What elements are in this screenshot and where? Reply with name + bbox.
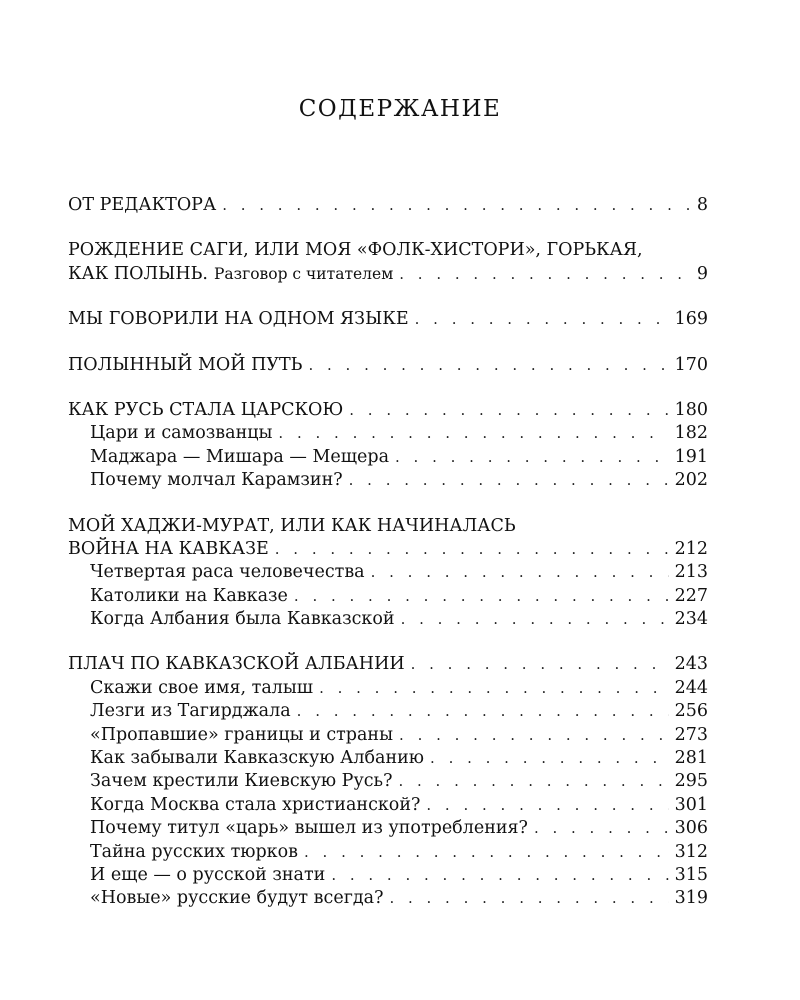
page-number: 227 [674,585,708,606]
subentry-title: Как забывали Кавказскую Албанию [90,748,425,769]
toc-subentry [68,794,708,817]
page-number: 169 [674,309,708,330]
page-number: 213 [674,562,708,583]
dot-leader [415,308,669,331]
dot-leader [222,194,691,217]
section-heading: ПЛАЧ ПО КАВКАЗСКОЙ АЛБАНИИ [68,654,405,675]
dot-leader [399,263,691,286]
page-number: 9 [696,263,708,284]
toc-subentry [68,469,708,492]
section-heading-line: РОЖДЕНИЕ САГИ, ИЛИ МОЯ «ФОЛК-ХИСТОРИ», ГОРЬКАЯ, [68,240,643,261]
page-number: 281 [674,748,708,769]
page-number: 182 [674,423,708,444]
dot-leader [304,841,669,864]
section-heading: ОТ РЕДАКТОРА [68,195,217,215]
page-number: 191 [674,446,708,467]
dot-leader [430,747,669,770]
dot-leader [371,561,669,584]
dot-leader [411,653,669,676]
dot-leader [349,469,669,492]
toc-entry [68,354,708,377]
subentry-title: Почему титул «царь» вышел из употребления? [90,818,528,839]
dot-leader [534,817,669,840]
subentry-title: «Пропавшие» границы и страны [90,724,394,745]
toc-section [68,399,708,493]
section-heading: ПОЛЫННЫЙ МОЙ ПУТЬ [68,354,303,375]
toc-subentry [68,724,708,747]
page-number: 243 [674,654,708,675]
section-heading: ВОЙНА НА КАВКАЗЕ [68,538,269,559]
toc-subentry [68,677,708,700]
toc-subentry [68,770,708,793]
subentry-title: И еще — о русской знати [90,864,326,885]
toc-subentry [68,817,708,840]
toc-section [68,239,708,286]
dot-leader [294,585,669,608]
subentry-title: Зачем крестили Киевскую Русь? [90,771,393,792]
toc-entry [68,538,708,561]
subentry-title: Почему молчал Карамзин? [90,470,343,491]
dot-leader [319,677,669,700]
page-number: 202 [674,470,708,491]
toc-subentry [68,422,708,445]
dot-leader [331,864,668,887]
subentry-title: Скажи свое имя, талыш [90,677,314,698]
toc-section [68,653,708,910]
toc-entry [68,194,708,217]
toc-entry [68,399,708,422]
subentry-title: Четвертая раса человечества [90,562,365,583]
dot-leader [389,887,668,910]
page-number: 180 [674,399,708,420]
section-heading: МЫ ГОВОРИЛИ НА ОДНОМ ЯЗЫКЕ [68,309,409,330]
toc-section [68,308,708,331]
table-of-contents [68,194,708,933]
toc-entry [68,263,708,286]
dot-leader [349,399,668,422]
page-title: СОДЕРЖАНИЕ [298,96,502,122]
dot-leader [297,700,669,723]
section-heading: КАК РУСЬ СТАЛА ЦАРСКОЮ [68,399,344,420]
dot-leader [399,724,669,747]
section-heading: КАК ПОЛЫНЬ. [68,263,208,284]
toc-section [68,194,708,217]
page-number: 8 [696,195,708,215]
toc-subentry [68,700,708,723]
toc-subentry [68,561,708,584]
subentry-title: Тайна русских тюрков [90,841,299,862]
page-number: 256 [674,701,708,722]
dot-leader [275,538,669,561]
page-number: 234 [674,609,708,630]
subentry-title: Католики на Кавказе [90,585,288,606]
subentry-title: «Новые» русские будут всегда? [90,888,384,909]
toc-subentry [68,446,708,469]
dot-leader [426,794,668,817]
subentry-title: Когда Албания была Кавказской [90,609,395,630]
page-number: 315 [674,864,708,885]
toc-subentry [68,608,708,631]
subentry-title: Цари и самозванцы [90,423,273,444]
page-number: 244 [674,677,708,698]
toc-subentry [68,585,708,608]
section-subtitle: Разговор с читателем [213,264,394,283]
dot-leader [398,770,668,793]
page-number: 312 [674,841,708,862]
dot-leader [308,354,668,377]
dot-leader [395,446,669,469]
page-number: 273 [674,724,708,745]
toc-entry [68,308,708,331]
page-number: 319 [674,888,708,909]
subentry-title: Маджара — Мишара — Мещера [90,446,390,467]
page-number: 301 [674,794,708,815]
dot-leader [401,608,669,631]
toc-section [68,354,708,377]
page-number: 212 [674,538,708,559]
toc-entry [68,653,708,676]
toc-subentry [68,841,708,864]
subentry-title: Лезги из Тагирджала [90,701,291,722]
toc-subentry [68,747,708,770]
page-number: 306 [674,818,708,839]
page-number: 295 [674,771,708,792]
toc-subentry [68,887,708,910]
page-number: 170 [674,354,708,375]
section-heading-line: МОЙ ХАДЖИ-МУРАТ, ИЛИ КАК НАЧИНАЛАСЬ [68,515,516,536]
dot-leader [278,422,668,445]
subentry-title: Когда Москва стала христианской? [90,794,421,815]
toc-subentry [68,864,708,887]
toc-section [68,515,708,632]
